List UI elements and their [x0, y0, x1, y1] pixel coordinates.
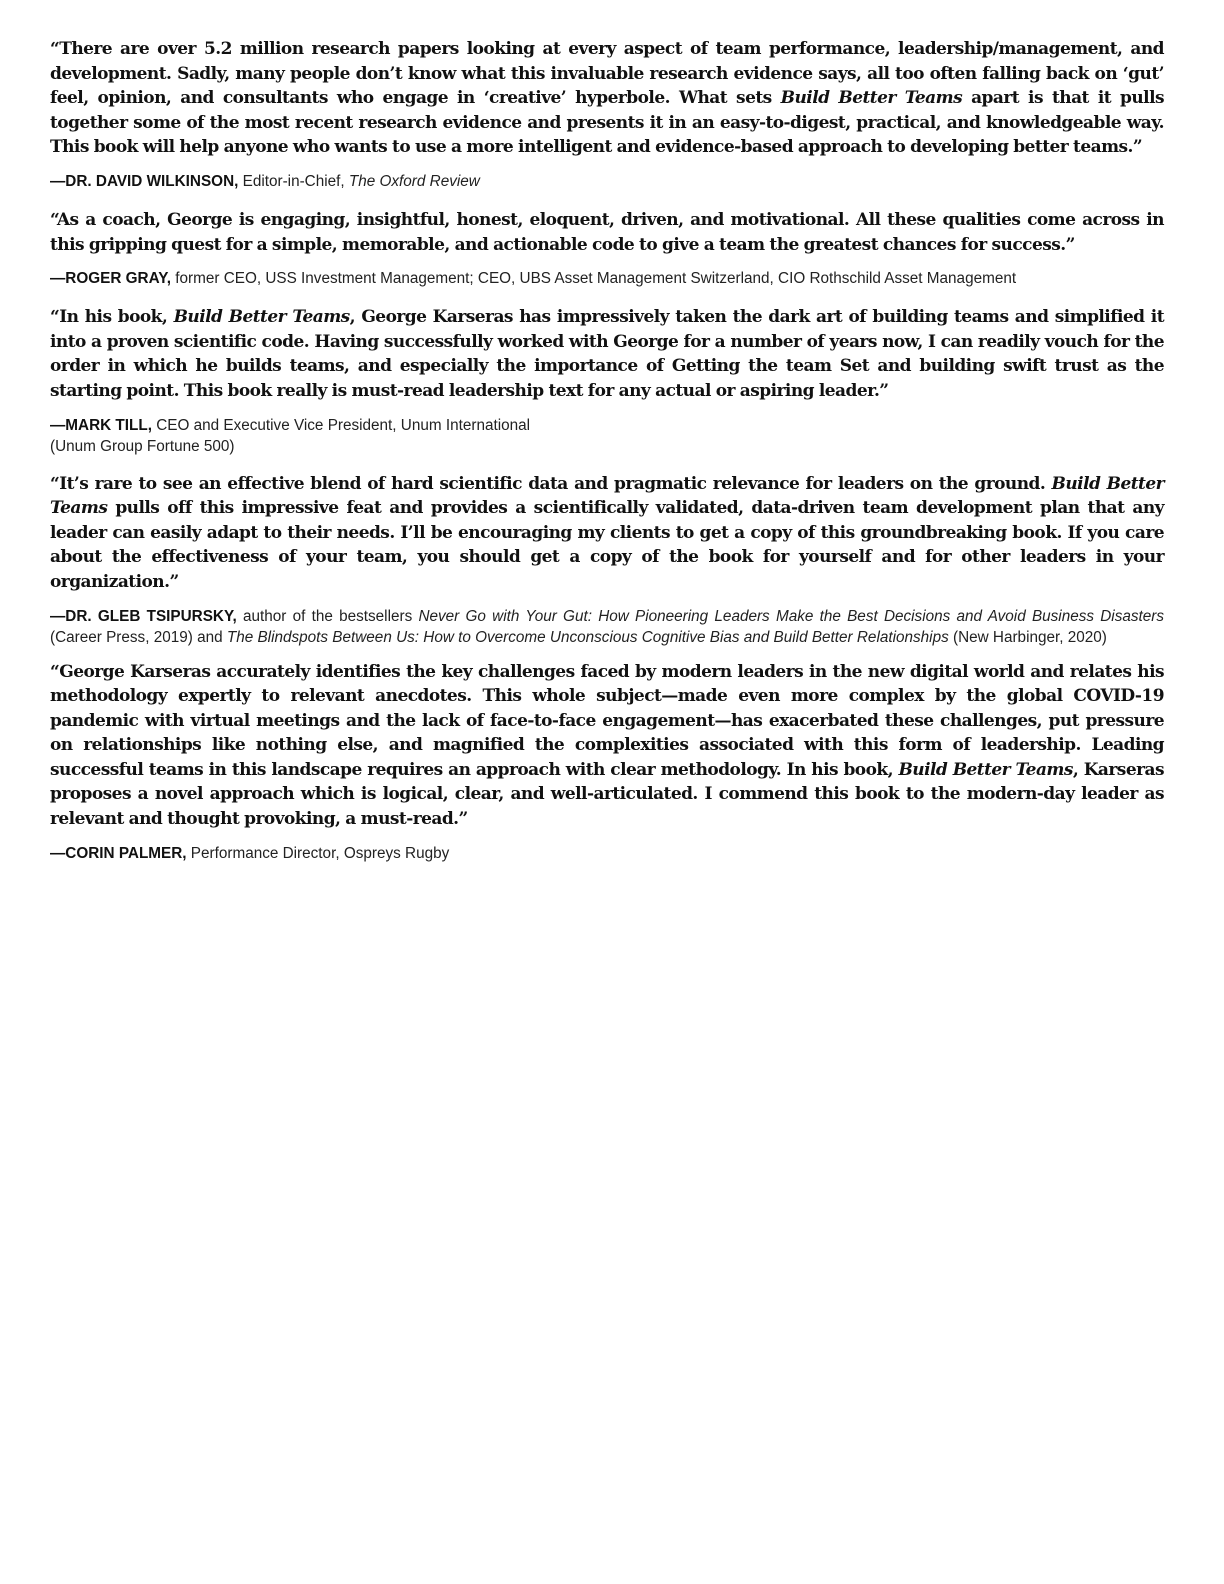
endorser-role: Performance Director, Ospreys Rugby: [186, 844, 450, 862]
book-title: Build Better Teams: [780, 88, 963, 109]
endorsement-quote: [50, 208, 1164, 257]
book-title: Build Better Teams: [173, 307, 350, 328]
endorser-name: —ROGER GRAY,: [50, 270, 171, 288]
endorsement-tsipursky: [50, 472, 1164, 648]
endorsement-attribution: [50, 606, 1164, 648]
endorsement-attribution: [50, 415, 1164, 457]
endorsement-till: [50, 305, 1164, 456]
quote-text: “In his book,: [50, 307, 174, 328]
endorser-name: —DR. DAVID WILKINSON,: [50, 172, 239, 190]
endorsement-gray: [50, 208, 1164, 289]
book-title: Build Better Teams: [50, 473, 1164, 519]
endorser-role: former CEO, USS Investment Management; CEO, UBS Asset Management Switzerland, CIO Rothschild Asset Management: [171, 270, 1017, 288]
quote-text: “There are over 5.2 million research papers looking at every aspect of team performance, leadership/management, and development. Sadly, many people don’t know what this invaluable research evidence says, all too often falling back on ‘gut’ feel, opinion, and consultants who engage in ‘creative’ hyperbole. What sets: [50, 39, 1164, 109]
book-title: The Blindspots Between Us: How to Overcome Unconscious Cognitive Bias and Build Better Relationships: [226, 628, 949, 646]
endorser-name: —MARK TILL,: [50, 416, 152, 434]
endorsement-wilkinson: [50, 37, 1164, 192]
endorser-role: (New Harbinger, 2020): [948, 628, 1107, 646]
quote-text: “George Karseras accurately identifies the key challenges faced by modern leaders in the new digital world and relates his methodology expertly to relevant anecdotes. This whole subject—made even more complex by the global COVID-19 pandemic with virtual meetings and the lack of face-to-face engagement—has exacerbated these challenges, put pressure on relationships like nothing else, and magnified the complexities associated with this form of leadership. Leading successful teams in this landscape requires an approach with clear methodology. In his book,: [50, 661, 1164, 780]
endorsement-quote: [50, 660, 1164, 832]
quote-text: pulls off this impressive feat and provides a scientifically validated, data-driven team development plan that any leader can easily adapt to their needs. I’ll be encouraging my clients to get a copy of this groundbreaking book. If you care about the effectiveness of your team, you should get a copy of the book for yourself and for other leaders in your organization.”: [50, 498, 1164, 592]
endorser-name: —DR. GLEB TSIPURSKY,: [50, 607, 237, 625]
endorsement-quote: [50, 472, 1164, 595]
endorser-affiliation: (Unum Group Fortune 500): [50, 437, 235, 455]
endorser-role: (Career Press, 2019) and: [50, 628, 227, 646]
quote-text: , Karseras proposes a novel approach which is logical, clear, and well-articulated. I commend this book to the modern-day leader as relevant and thought provoking, a must-read.”: [50, 759, 1164, 830]
quote-text: “As a coach, George is engaging, insightful, honest, eloquent, driven, and motivational. All these qualities come across in this gripping quest for a simple, memorable, and actionable code to give a team the greatest chances for success.”: [50, 209, 1164, 255]
publication-title: The Oxford Review: [348, 172, 480, 190]
endorsement-palmer: [50, 660, 1164, 864]
endorsement-attribution: [50, 843, 1164, 864]
endorsement-attribution: [50, 268, 1164, 289]
quote-text: , George Karseras has impressively taken the dark art of building teams and simplified it into a proven scientific code. Having successfully worked with George for a number of years now, I can readily vouch for the order in which he builds teams, and especially the importance of Getting the team Set and building swift trust as the starting point. This book really is must-read leadership text for any actual or aspiring leader.”: [50, 307, 1165, 401]
endorsement-attribution: [50, 171, 1164, 192]
endorser-role: author of the bestsellers: [236, 607, 419, 625]
endorser-role: CEO and Executive Vice President, Unum International: [151, 416, 531, 434]
book-title: Never Go with Your Gut: How Pioneering Leaders Make the Best Decisions and Avoid Business Disasters: [418, 607, 1165, 625]
endorsements-page: [50, 37, 1164, 880]
endorser-role: Editor-in-Chief,: [238, 172, 349, 190]
quote-text: apart is that it pulls together some of the most recent research evidence and presents it in an easy-to-digest, practical, and knowledgeable way. This book will help anyone who wants to use a more intelligent and evidence-based approach to developing better teams.”: [50, 88, 1164, 158]
endorsement-quote: [50, 37, 1164, 160]
endorser-name: —CORIN PALMER,: [50, 844, 187, 862]
endorsement-quote: [50, 305, 1164, 403]
book-title: Build Better Teams: [898, 759, 1073, 780]
quote-text: “It’s rare to see an effective blend of hard scientific data and pragmatic relevance for leaders on the ground.: [50, 473, 1052, 494]
